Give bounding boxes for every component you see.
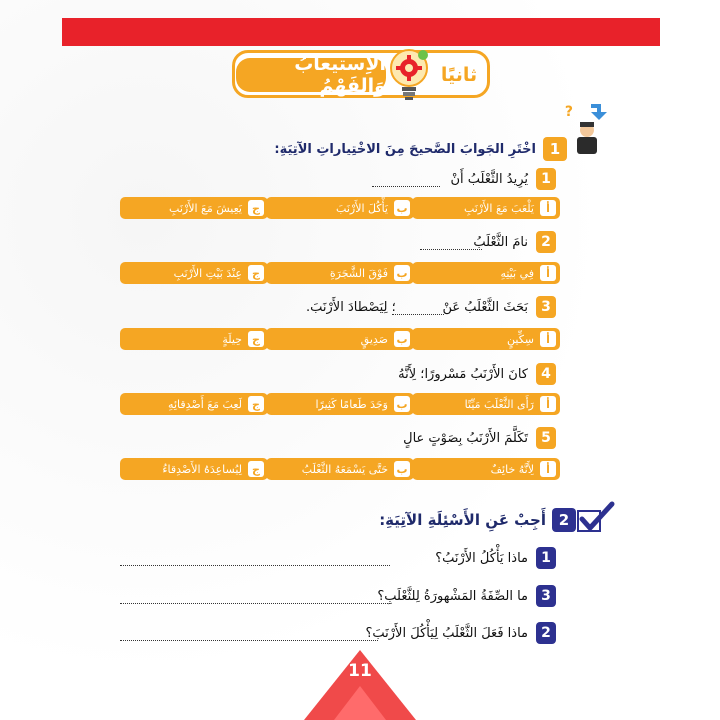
option-text: لَعِبَ مَعَ أَصْدِقائِهِ bbox=[168, 397, 242, 411]
option-letter: ب bbox=[394, 200, 410, 216]
question-text: نامَ الثَّعْلَبُ bbox=[473, 234, 528, 250]
option-text: رَأَى الثَّعْلَبَ مَيِّتًا bbox=[464, 397, 534, 411]
option-a[interactable] bbox=[412, 197, 560, 219]
option-text: فَوْقَ الشَّجَرَةِ bbox=[329, 266, 388, 280]
option-text: عِنْدَ بَيْتِ الأَرْنَبِ bbox=[173, 266, 242, 280]
option-text: فِي بَيْتِهِ bbox=[500, 266, 534, 280]
question-number-badge: 1 bbox=[536, 547, 556, 569]
question-text: بَحَثَ الثَّعْلَبُ عَنْ bbox=[442, 299, 528, 315]
option-a[interactable] bbox=[412, 262, 560, 284]
question-number-badge: 3 bbox=[536, 296, 556, 318]
option-c[interactable] bbox=[120, 393, 268, 415]
option-a[interactable] bbox=[412, 393, 560, 415]
option-letter: أ bbox=[540, 396, 556, 412]
svg-text:?: ? bbox=[564, 104, 573, 120]
option-b[interactable] bbox=[266, 197, 414, 219]
option-b[interactable] bbox=[266, 262, 414, 284]
option-c[interactable] bbox=[120, 458, 268, 480]
lightbulb-gear-icon bbox=[386, 46, 432, 102]
option-text: وَجَدَ طَعامًا كَثِيرًا bbox=[315, 397, 388, 411]
answer-blank bbox=[392, 300, 444, 315]
option-c[interactable] bbox=[120, 328, 268, 350]
question-text: كانَ الأَرْنَبُ مَسْرورًا؛ لِأَنَّهُ bbox=[398, 366, 528, 382]
answer-line[interactable] bbox=[120, 551, 390, 566]
option-letter: ج bbox=[248, 461, 264, 477]
option-b[interactable] bbox=[266, 393, 414, 415]
option-c[interactable] bbox=[120, 262, 268, 284]
question-number-badge: 2 bbox=[536, 231, 556, 253]
option-letter: ب bbox=[394, 396, 410, 412]
question-text: ما الصِّفَةُ المَشْهورَةُ لِلثَّعْلَبِ؟ bbox=[377, 588, 528, 604]
thinking-person-icon bbox=[564, 100, 613, 156]
option-text: حَتَّى يَسْمَعَهُ الثَّعْلَبُ bbox=[301, 462, 388, 476]
exercise1-title: اخْتَرِ الجَوابَ الصَّحيحَ مِنَ الاخْتِياراتِ الآتِيَةِ: bbox=[274, 141, 536, 157]
answer-line[interactable] bbox=[120, 589, 390, 604]
section-title: الاِستيعابُ وَالفَهْمُ bbox=[236, 58, 386, 92]
option-a[interactable] bbox=[412, 458, 560, 480]
answer-blank bbox=[372, 172, 440, 187]
option-letter: أ bbox=[540, 461, 556, 477]
page-number: 11 bbox=[348, 661, 372, 681]
option-a[interactable] bbox=[412, 328, 560, 350]
option-b[interactable] bbox=[266, 328, 414, 350]
option-letter: ج bbox=[248, 265, 264, 281]
question-number-badge: 2 bbox=[536, 622, 556, 644]
option-letter: ج bbox=[248, 396, 264, 412]
header-bar bbox=[62, 18, 660, 46]
question-text: ماذا فَعَلَ الثَّعْلَبُ لِيَأْكُلَ الأَرْنَبَ؟ bbox=[365, 625, 528, 641]
checkmark-icon bbox=[576, 501, 616, 535]
option-text: سِكِّينٍ bbox=[507, 332, 534, 346]
exercise2-number-badge: 2 bbox=[552, 508, 576, 532]
exercise2-title: أَجِبْ عَنِ الأَسْئِلَةِ الآتِيَةِ: bbox=[379, 511, 546, 529]
exercise1-number-badge: 1 bbox=[543, 137, 567, 161]
option-text: لِيُساعِدَهُ الأَصْدِقاءُ bbox=[162, 462, 242, 476]
answer-blank bbox=[420, 235, 482, 250]
question-number-badge: 3 bbox=[536, 585, 556, 607]
question-text: ماذا يَأْكُلُ الأَرْنَبُ؟ bbox=[435, 550, 528, 566]
option-letter: ج bbox=[248, 200, 264, 216]
option-letter: ب bbox=[394, 331, 410, 347]
question-text-continuation: ؛ لِيَصْطادَ الأَرْنَبَ. bbox=[306, 299, 396, 315]
option-letter: ب bbox=[394, 265, 410, 281]
question-text: يُرِيدُ الثَّعْلَبُ أَنْ bbox=[450, 171, 528, 187]
option-letter: أ bbox=[540, 200, 556, 216]
option-text: يَعِيشَ مَعَ الأَرْنَبِ bbox=[169, 201, 242, 215]
question-number-badge: 4 bbox=[536, 363, 556, 385]
option-text: يَلْعَبَ مَعَ الأَرْنَبِ bbox=[463, 201, 534, 215]
question-number-badge: 5 bbox=[536, 427, 556, 449]
option-b[interactable] bbox=[266, 458, 414, 480]
question-text: تَكَلَّمَ الأَرْنَبُ بِصَوْتٍ عالٍ bbox=[403, 430, 528, 446]
answer-line[interactable] bbox=[120, 626, 378, 641]
option-letter: ج bbox=[248, 331, 264, 347]
option-text: حِيلَةٍ bbox=[222, 332, 242, 346]
option-letter: أ bbox=[540, 331, 556, 347]
option-letter: أ bbox=[540, 265, 556, 281]
section-number-label: ثانيًا bbox=[440, 64, 478, 86]
option-text: لِأَنَّهُ خائِفٌ bbox=[490, 462, 534, 476]
question-number-badge: 1 bbox=[536, 168, 556, 190]
option-text: يَأْكُلَ الأَرْنَبَ bbox=[336, 201, 388, 215]
option-text: صَدِيقٍ bbox=[360, 332, 388, 346]
option-c[interactable] bbox=[120, 197, 268, 219]
option-letter: ب bbox=[394, 461, 410, 477]
